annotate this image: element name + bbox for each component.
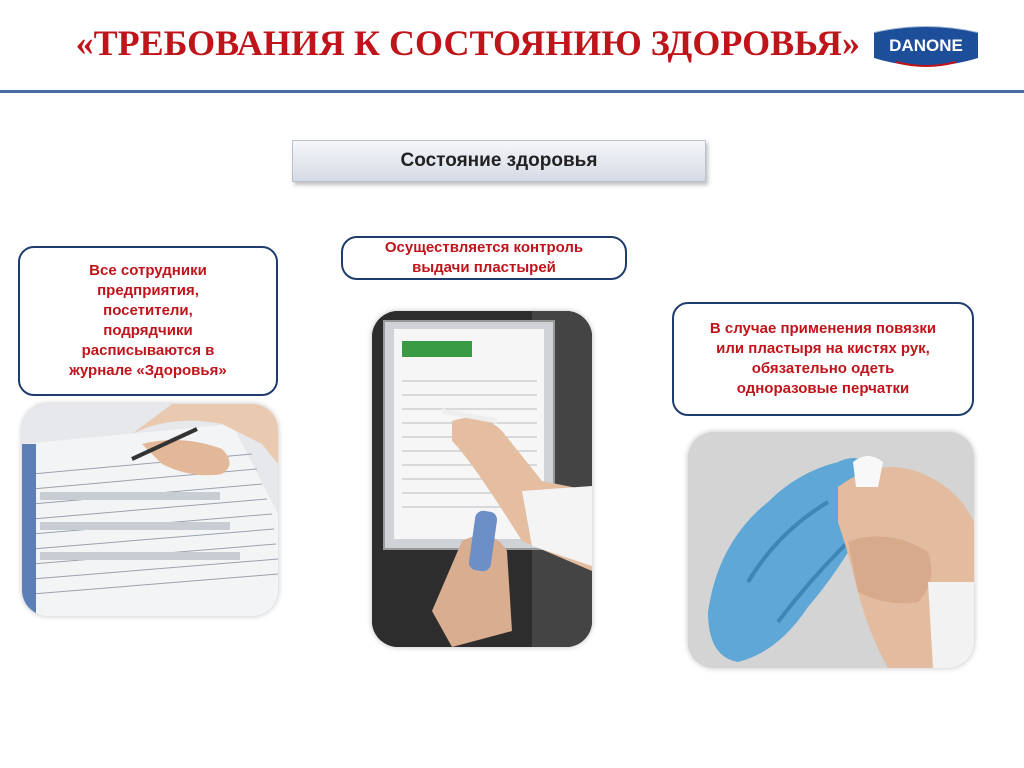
callout-gloves-required: В случае применения повязки или пластыря на кистях рук, обязательно одеть одноразовые перчатки (672, 302, 974, 416)
section-heading-label: Состояние здоровья (400, 150, 598, 171)
callout-plaster-control: Осуществляется контроль выдачи пластырей (341, 236, 627, 280)
page-title: «ТРЕБОВАНИЯ К СОСТОЯНИЮ ЗДОРОВЬЯ» (75, 23, 860, 63)
callout-journal-signing: Все сотрудники предприятия, посетители, подрядчики расписываются в журнале «Здоровья» (18, 246, 278, 396)
section-heading (292, 140, 706, 182)
header-divider (0, 90, 1024, 93)
logo-text: DANONE (889, 36, 963, 55)
photo-glove (688, 432, 974, 668)
photo-signing-journal (22, 404, 278, 616)
photo-plaster-log (372, 311, 592, 647)
danone-logo (866, 18, 986, 76)
